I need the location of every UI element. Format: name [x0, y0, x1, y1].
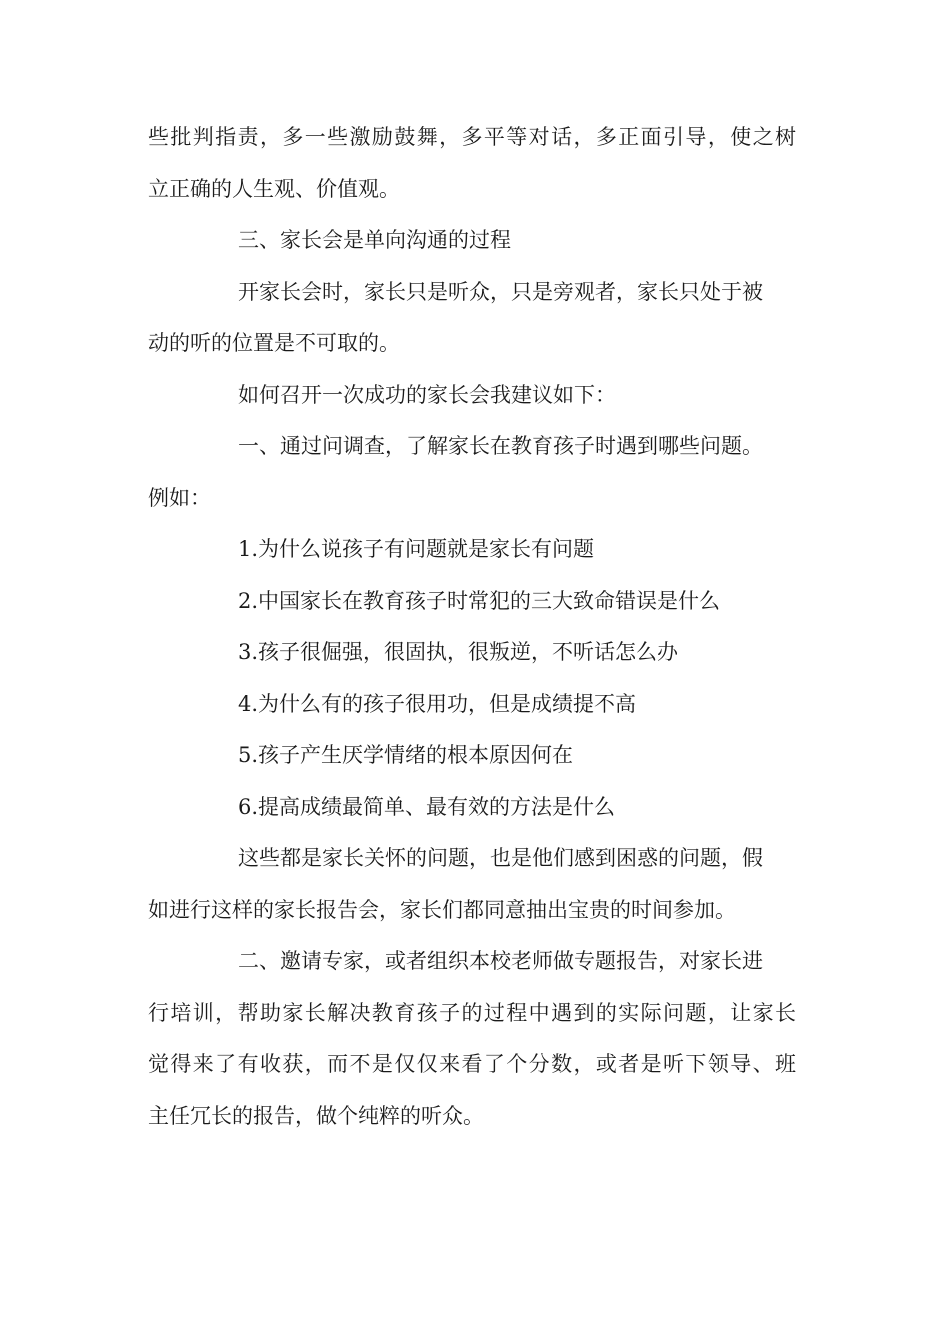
text-line — [148, 421, 808, 473]
paragraph-text: 如何召开一次成功的家长会我建议如下： — [238, 382, 616, 407]
document-body — [148, 112, 808, 1142]
text-line — [148, 164, 808, 216]
paragraph-text: 立正确的人生观、价值观。 — [148, 176, 400, 201]
text-line — [148, 318, 808, 370]
paragraph-text: 如进行这样的家长报告会，家长们都同意抽出宝贵的时间参加。 — [148, 897, 736, 922]
paragraph-text: 主任冗长的报告，做个纯粹的听众。 — [148, 1103, 484, 1128]
text-line — [148, 988, 808, 1040]
list-item-text: 4.为什么有的孩子很用功，但是成绩提不高 — [238, 691, 637, 716]
paragraph-text: 这些都是家长关怀的问题，也是他们感到困惑的问题，假 — [238, 846, 763, 870]
section-heading-text: 三、家长会是单向沟通的过程 — [238, 228, 511, 252]
text-line — [148, 473, 808, 525]
text-line — [148, 112, 808, 164]
text-line — [148, 370, 808, 422]
paragraph-text: 觉得来了有收获，而不是仅仅来看了个分数，或者是听下领导、班 — [148, 1052, 796, 1076]
paragraph-text: 例如： — [148, 485, 211, 510]
list-item-text: 1.为什么说孩子有问题就是家长有问题 — [238, 537, 595, 561]
paragraph-text: 动的听的位置是不可取的。 — [148, 331, 400, 355]
text-line — [148, 1039, 808, 1091]
list-item-text: 5.孩子产生厌学情绪的根本原因何在 — [238, 743, 574, 767]
list-item — [148, 782, 808, 834]
paragraph-text: 行培训，帮助家长解决教育孩子的过程中遇到的实际问题，让家长 — [148, 1000, 796, 1025]
list-item — [148, 627, 808, 679]
list-item — [148, 524, 808, 576]
list-item — [148, 576, 808, 628]
section-heading — [148, 215, 808, 267]
list-item — [148, 679, 808, 731]
list-item — [148, 730, 808, 782]
paragraph-text: 二、邀请专家，或者组织本校老师做专题报告，对家长进 — [238, 949, 763, 973]
list-item-text: 3.孩子很倔强，很固执，很叛逆，不听话怎么办 — [238, 640, 679, 664]
text-line — [148, 936, 808, 988]
paragraph-text: 一、通过问调查，了解家长在教育孩子时遇到哪些问题。 — [238, 434, 763, 458]
paragraph-text: 些批判指责，多一些激励鼓舞，多平等对话，多正面引导，使之树 — [148, 125, 796, 149]
list-item-text: 2.中国家长在教育孩子时常犯的三大致命错误是什么 — [238, 588, 721, 613]
text-line — [148, 1091, 808, 1143]
list-item-text: 6.提高成绩最简单、最有效的方法是什么 — [238, 794, 616, 819]
paragraph-text: 开家长会时，家长只是听众，只是旁观者，家长只处于被 — [238, 279, 763, 304]
text-line — [148, 833, 808, 885]
text-line — [148, 267, 808, 319]
text-line — [148, 885, 808, 937]
